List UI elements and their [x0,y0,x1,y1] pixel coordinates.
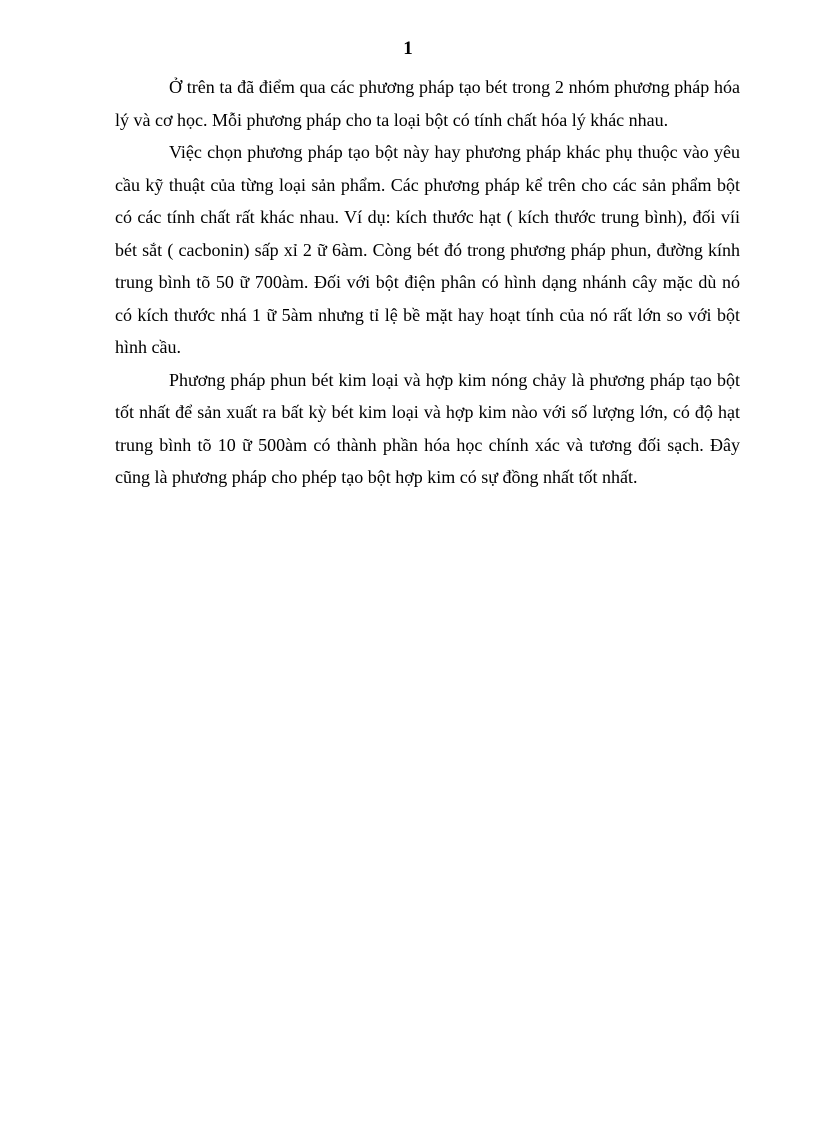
paragraph-3: Phương pháp phun bét kim loại và hợp kim nóng chảy là phương pháp tạo bột tốt nhất để sản xuất ra bất kỳ bét kim loại và hợp kim nào với số lượng lớn, có độ hạt trung bình tõ 10 ữ 500àm có thành phần hóa học chính xác và tương đối sạch. Đây cũng là phương pháp cho phép tạo bột hợp kim có sự đồng nhất tốt nhất. [115,369,740,487]
page-number: 1 [403,38,413,59]
body-text [115,71,740,494]
paragraph-2: Việc chọn phương pháp tạo bột này hay phương pháp khác phụ thuộc vào yêu cầu kỹ thuật của từng loại sản phẩm. Các phương pháp kể trên cho các sản phẩm bột có các tính chất rất khác nhau. Ví dụ: kích thước hạt ( kích thước trung bình), đối víi bét sắt ( cacbonin) sấp xỉ 2 ữ 6àm. Còng bét đó trong phương pháp phun, đường kính trung bình tõ 50 ữ 700àm. Đối với bột điện phân có hình dạng nhánh cây mặc dù nó có kích thước nhá 1 ữ 5àm nhưng tỉ lệ bề mặt hay hoạt tính của nó rất lớn so với bột hình cầu. [115,142,740,357]
paragraph-1: Ở trên ta đã điểm qua các phương pháp tạo bét trong 2 nhóm phương pháp hóa lý và cơ học. Mỗi phương pháp cho ta loại bột có tính chất hóa lý khác nhau. [115,77,740,130]
